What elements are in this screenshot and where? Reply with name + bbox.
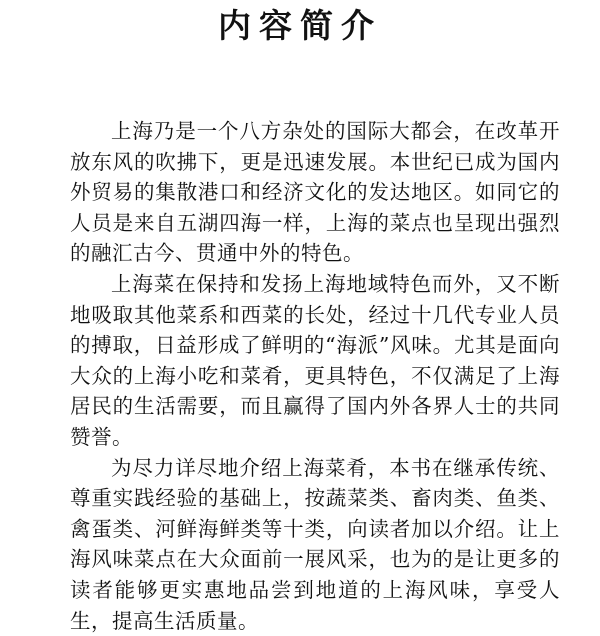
paragraph-2: 上海菜在保持和发扬上海地域特色而外，又不断地吸取其他菜系和西菜的长处，经过十几代专业人员的搏取，日益形成了鲜明的“海派”风味。尤其是面向大众的上海小吃和菜肴，更具特色，不仅满足了上海居民的生活需要，而且赢得了国内外各界人士的共同赞誉。 (70, 271, 560, 449)
paragraph-3: 为尽力详尽地介绍上海菜肴，本书在继承传统、尊重实践经验的基础上，按蔬菜类、畜肉类、鱼类、禽蛋类、河鲜海鲜类等十类，向读者加以介绍。让上海风味菜点在大众面前一展风采，也为的是让更多的读者能够更实惠地品尝到地道的上海风味，享受人生，提高生活质量。 (70, 455, 560, 633)
body-text (70, 116, 560, 636)
page-title: 内容简介 (218, 6, 382, 45)
paragraph-1: 上海乃是一个八方杂处的国际大都会，在改革开放东风的吹拂下，更是迅速发展。本世纪已成为国内外贸易的集散港口和经济文化的发达地区。如同它的人员是来自五湖四海一样，上海的菜点也呈现出强烈的融汇古今、贯通中外的特色。 (70, 119, 560, 266)
